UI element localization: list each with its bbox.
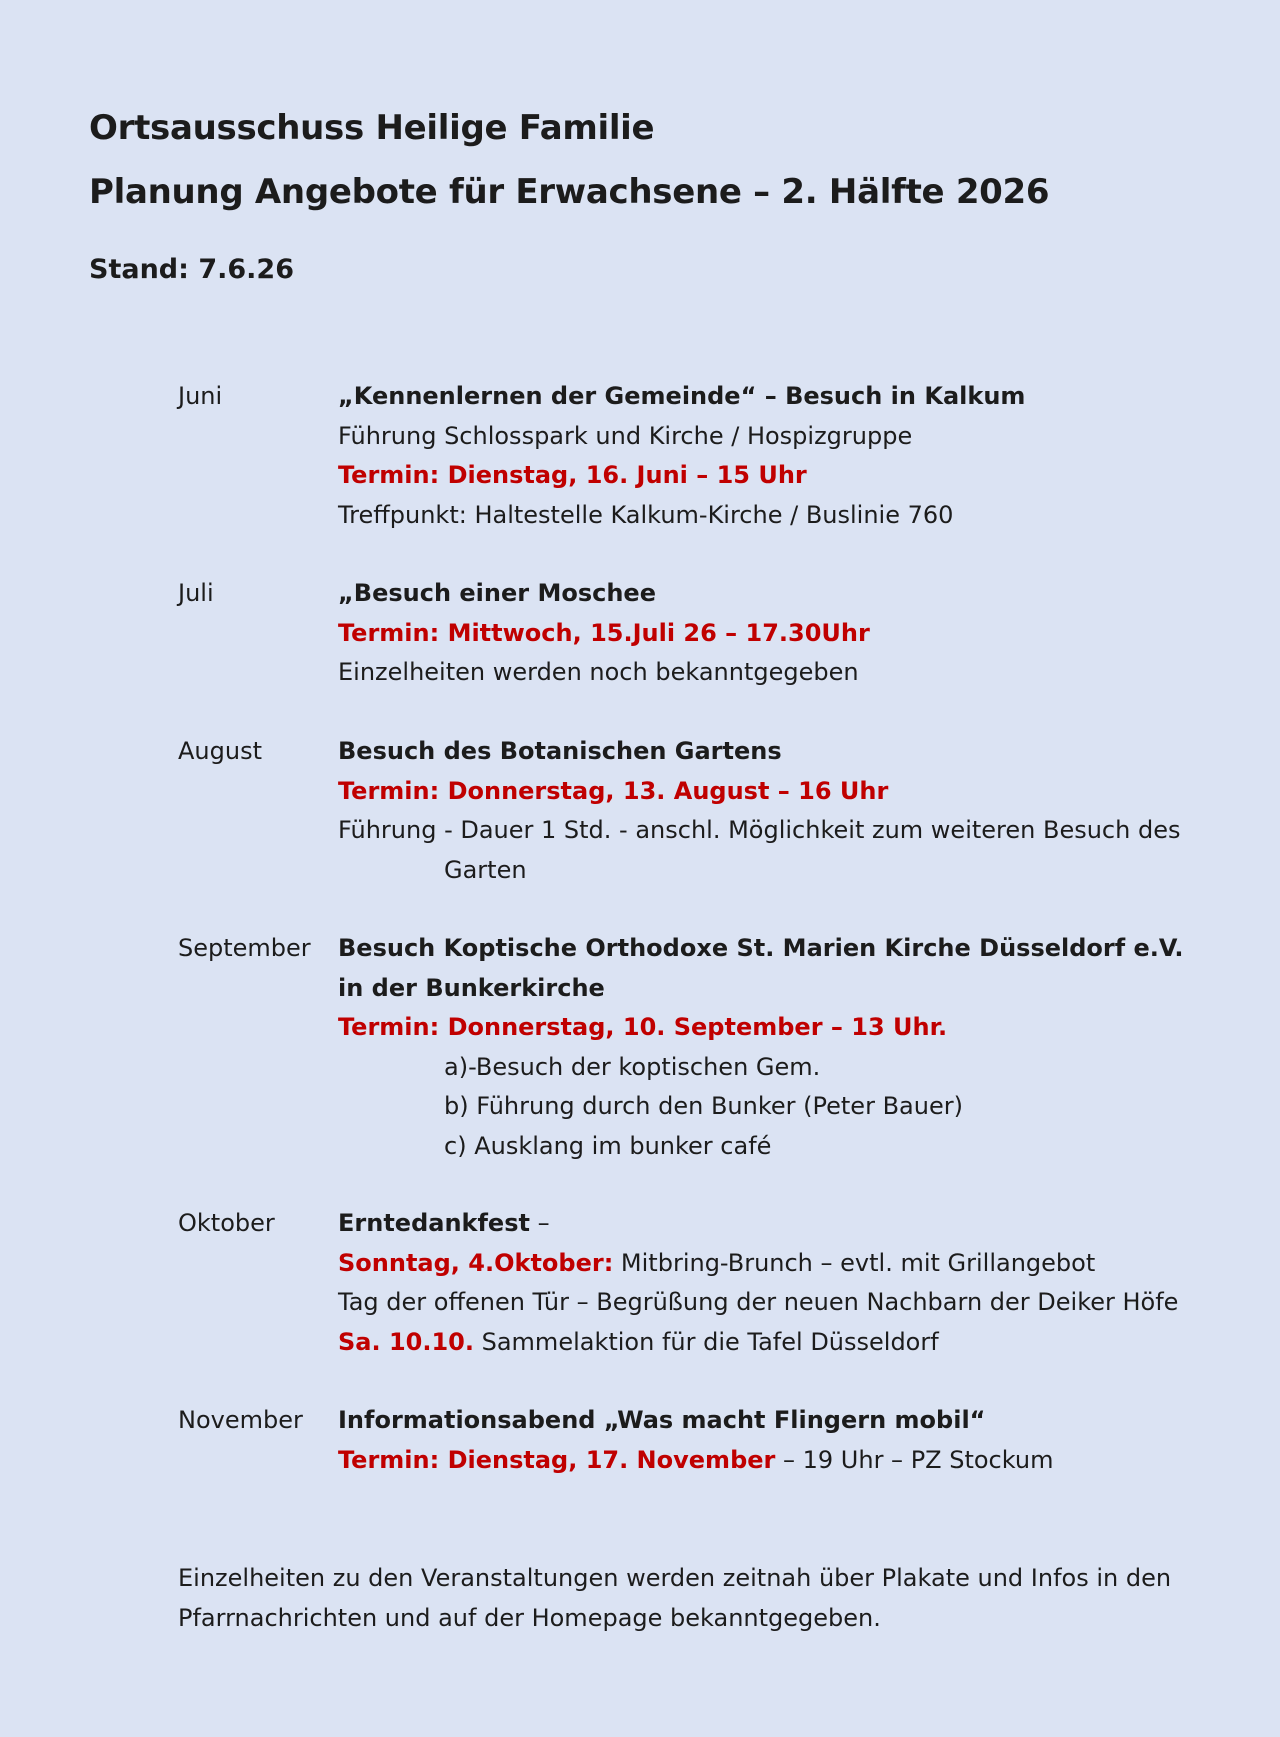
entry-detail: Mitbring-Brunch – evtl. mit Grillangebot [613,1248,1096,1277]
entry-title-line [338,1204,1258,1244]
entry-detail: Sammelaktion für die Tafel Düsseldorf [473,1327,939,1356]
entry-termin-line [338,1441,1258,1481]
entry-body [338,1204,1258,1362]
entry-title: in der Bunkerkirche [338,973,605,1002]
entry-termin: Termin: Donnerstag, 13. August – 16 Uhr [338,776,889,805]
entry-detail: Führung - Dauer 1 Std. - anschl. Möglichkeit zum weiteren Besuch des [338,816,1181,844]
entry-detail: Tag der offenen Tür – Begrüßung der neuen Nachbarn der Deiker Höfe [338,1288,1179,1316]
entry-detail: Treffpunkt: Haltestelle Kalkum-Kirche / Buslinie 760 [338,500,954,529]
document-title [89,96,1049,224]
entry-sub-item: c) Ausklang im bunker café [444,1131,772,1160]
entry-title: „Kennenlernen der Gemeinde“ – Besuch in Kalkum [338,382,1026,410]
entry-date: Sa. 10.10. [338,1327,474,1356]
entry-title: „Besuch einer Moschee [338,579,656,607]
entry-month: September [178,934,311,962]
entry-body [338,1401,1258,1480]
entry-month: Juli [178,579,214,607]
entry-title: Erntedankfest [338,1209,530,1237]
entry-month: Oktober [178,1209,275,1237]
title-line-1: Ortsausschuss Heilige Familie [89,108,655,148]
entry-termin: Termin: Donnerstag, 10. September – 13 Uhr. [338,1013,948,1041]
entry-detail: Führung Schlosspark und Kirche / Hospizgruppe [338,421,913,450]
entry-termin: Termin: Dienstag, 16. Juni – 15 Uhr [338,461,807,489]
entry-title: Informationsabend „Was macht Flingern mobil“ [338,1406,986,1434]
entry-title: Besuch des Botanischen Gartens [338,737,782,765]
stand-date: Stand: 7.6.26 [89,254,294,285]
entry-sub-item: b) Führung durch den Bunker (Peter Bauer) [444,1092,963,1120]
entry-body [338,732,1258,890]
footer-note [178,1558,1228,1638]
entry-date: Sonntag, 4.Oktober: [338,1248,614,1277]
entry-detail: Einzelheiten werden noch bekanntgegeben [338,658,859,686]
entry-sub-item: a)-Besuch der koptischen Gem. [444,1052,821,1081]
entry-detail: Garten [444,855,527,884]
entry-month: November [178,1406,303,1434]
entry-detail: – 19 Uhr – PZ Stockum [775,1445,1054,1474]
entry-body [338,377,1258,535]
entry-body [338,929,1258,1166]
title-line-2: Planung Angebote für Erwachsene – 2. Hälfte 2026 [89,172,1050,212]
entry-month: Juni [178,382,223,410]
entry-title: Besuch Koptische Orthodoxe St. Marien Kirche Düsseldorf e.V. [338,934,1184,962]
entry-detail-line [338,1323,1258,1363]
footer-line-1: Einzelheiten zu den Veranstaltungen werden zeitnah über Plakate und Infos in den [178,1564,1172,1592]
entry-title-suffix: – [529,1209,550,1237]
footer-line-2: Pfarrnachrichten und auf der Homepage bekanntgegeben. [178,1604,881,1632]
entry-termin: Termin: Mittwoch, 15.Juli 26 – 17.30Uhr [338,618,870,647]
entry-detail-line [338,1244,1258,1284]
entry-body [338,574,1258,693]
entry-month: August [178,737,262,765]
entry-termin: Termin: Dienstag, 17. November [338,1445,776,1474]
